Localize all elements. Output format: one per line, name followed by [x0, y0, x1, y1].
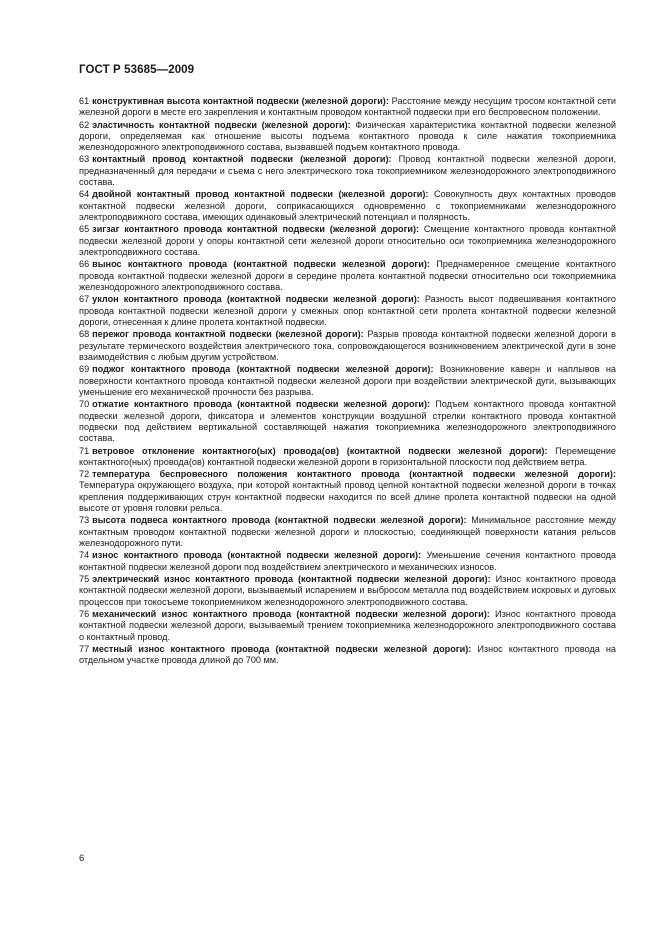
term-title: высота подвеса контактного провода (контактной подвески железной дороги): — [92, 515, 467, 526]
term-definition: Подъем контактного провода контактной подвески железной дороги, фиксатора и элементов конструкции воздушной стрелки контактного провода контактной подвески под действием вертикальной составляющей нажатия токоприемника железнодорожного электроподвижного состава. — [79, 399, 617, 444]
term-entry — [79, 469, 616, 515]
term-title: зигзаг контактного провода контактной подвески (железной дороги): — [92, 224, 420, 235]
term-title: ветровое отклонение контактного(ых) провода(ов) (контактной подвески железной дороги): — [92, 445, 548, 456]
term-title: двойной контактный провод контактной подвески (железной дороги): — [92, 189, 429, 200]
term-number: 77 — [79, 643, 90, 654]
term-definition: Провод контактной подвески железной дороги, предназначенный для передачи и съема с него электрического тока токоприемником железнодорожного электроподвижного состава. — [79, 154, 616, 188]
document-header: ГОСТ Р 53685—2009 — [79, 64, 195, 76]
term-title: конструктивная высота контактной подвески (железной дороги): — [92, 96, 389, 106]
term-entry — [79, 515, 616, 549]
term-number: 69 — [79, 364, 90, 375]
term-entry — [79, 574, 616, 608]
term-number: 76 — [79, 608, 90, 619]
term-title: поджог контактного провода (контактной подвески железной дороги): — [92, 364, 434, 375]
term-entry — [79, 224, 616, 258]
term-entry — [79, 294, 616, 328]
term-number: 74 — [79, 550, 90, 561]
term-number: 66 — [79, 259, 90, 270]
term-entry — [79, 364, 616, 398]
term-definition: Совокупность двух контактных проводов контактной подвески железной дороги, соприкасающихся одновременно с токоприемниками железнодорожного электроподвижного состава, имеющих одинаковый электрический потенциал и полярность. — [79, 189, 616, 223]
term-entry — [79, 259, 616, 293]
term-number: 67 — [79, 294, 90, 305]
term-definition: Температура окружающего воздуха, при которой контактный провод цепной контактной подвески железной дороги в точках крепления поддерживающих струн контактной подвески находится по всей длине пролета контактной подвески на одной высоте от уровня головки рельса. — [79, 480, 616, 514]
term-entry — [79, 329, 616, 363]
term-title: электрический износ контактного провода (контактной подвески железной дороги): — [92, 573, 491, 584]
term-definition: Разрыв провода контактной подвески железной дороги в результате термического воздействия электрического тока, сопровождающегося возникновением электрической дуги в зоне взаимодействия с любым другим устройством. — [79, 329, 616, 363]
term-entry — [79, 189, 616, 223]
term-number: 72 — [79, 469, 90, 480]
term-title: контактный провод контактной подвески (железной дороги): — [92, 154, 392, 165]
term-number: 64 — [79, 189, 90, 200]
term-entry — [79, 644, 616, 667]
term-title: уклон контактного провода (контактной подвески железной дороги): — [92, 294, 420, 305]
term-definition: Износ контактного провода контактной подвески железной дороги, вызываемый трением токоприемника железнодорожного электроподвижного состава о контактный провод. — [79, 608, 616, 642]
term-definition: Уменьшение сечения контактного провода контактной подвески железной дороги под воздействием электрического и механических износов. — [79, 550, 616, 572]
page-number: 6 — [79, 853, 85, 864]
term-number: 75 — [79, 573, 90, 584]
term-number: 73 — [79, 515, 90, 526]
term-entry — [79, 120, 616, 154]
term-definition: Износ контактного провода на отдельном участке провода длиной до 700 мм. — [79, 643, 616, 666]
term-definition: Износ контактного провода контактной подвески железной дороги, вызываемый испарением и выбросом металла под воздействием искровых и дуговых процессов при токосъеме токоприемником железнодорожного электроподвижного состава. — [79, 573, 616, 607]
term-entry — [79, 154, 616, 188]
term-definition: Разность высот подвешивания контактного провода контактной подвески железной дороги у смежных опор контактной сети пролета контактной подвески железной дороги, отнесенная к длине пролета контактной подвески. — [79, 294, 616, 328]
term-title: пережог провода контактной подвески (железной дороги): — [92, 329, 364, 340]
term-entry — [79, 609, 616, 643]
term-definition: Физическая характеристика контактной подвески железной дороги, определяемая как отношение высоты подъема контактного провода к силе нажатия токоприемника железнодорожного электроподвижного состава, вызвавшей подъем контактного провода. — [79, 119, 616, 153]
term-definition: Перемещение контактного(ных) провода(ов) контактной подвески железной дороги в горизонтальной плоскости под действием ветра. — [79, 445, 616, 467]
terms-list — [79, 96, 616, 667]
term-entry — [79, 96, 616, 119]
term-title: эластичность контактной подвески (железной дороги): — [92, 119, 351, 130]
term-number: 65 — [79, 224, 90, 235]
term-number: 62 — [79, 119, 90, 130]
term-definition: Минимальное расстояние между контактным проводом контактной подвески железной дороги и плоскостью, соединяющей поверхности катания рельсов железнодорожного пути. — [79, 515, 616, 549]
term-number: 61 — [79, 96, 90, 106]
term-entry — [79, 446, 616, 469]
term-title: механический износ контактного провода (контактной подвески железной дороги): — [92, 608, 490, 619]
term-definition: Возникновение каверн и наплывов на поверхности контактного провода контактной подвески железной дороги при воздействии электрической дуги, вызывающих уменьшение его механической прочности без разрыва. — [79, 364, 616, 398]
term-title: местный износ контактного провода (контактной подвески железной дороги): — [92, 643, 472, 654]
term-entry — [79, 550, 616, 573]
term-definition: Преднамеренное смещение контактного провода контактной подвески железной дороги в середине пролета контактной подвески относительно оси токоприемника железнодорожного электроподвижного состава. — [79, 259, 616, 293]
term-number: 63 — [79, 154, 90, 165]
term-title: вынос контактного провода (контактной подвески железной дороги): — [92, 259, 430, 270]
term-number: 68 — [79, 329, 90, 340]
term-title: отжатие контактного провода (контактной подвески железной дороги): — [92, 399, 431, 410]
term-definition: Расстояние между несущим тросом контактной сети железной дороги в месте его закрепления и контактным проводом контактной подвески при его беспровесном положении. — [79, 96, 616, 118]
term-entry — [79, 399, 616, 445]
term-definition: Смещение контактного провода контактной подвески железной дороги у опоры контактной сети железной дороги относительно оси токоприемника железнодорожного электроподвижного состава. — [79, 224, 616, 258]
term-number: 70 — [79, 399, 90, 410]
term-number: 71 — [79, 445, 90, 456]
term-title: температура беспровесного положения контактного провода (контактной подвески железной дороги): — [92, 469, 616, 480]
term-title: износ контактного провода (контактной подвески железной дороги): — [92, 550, 422, 561]
